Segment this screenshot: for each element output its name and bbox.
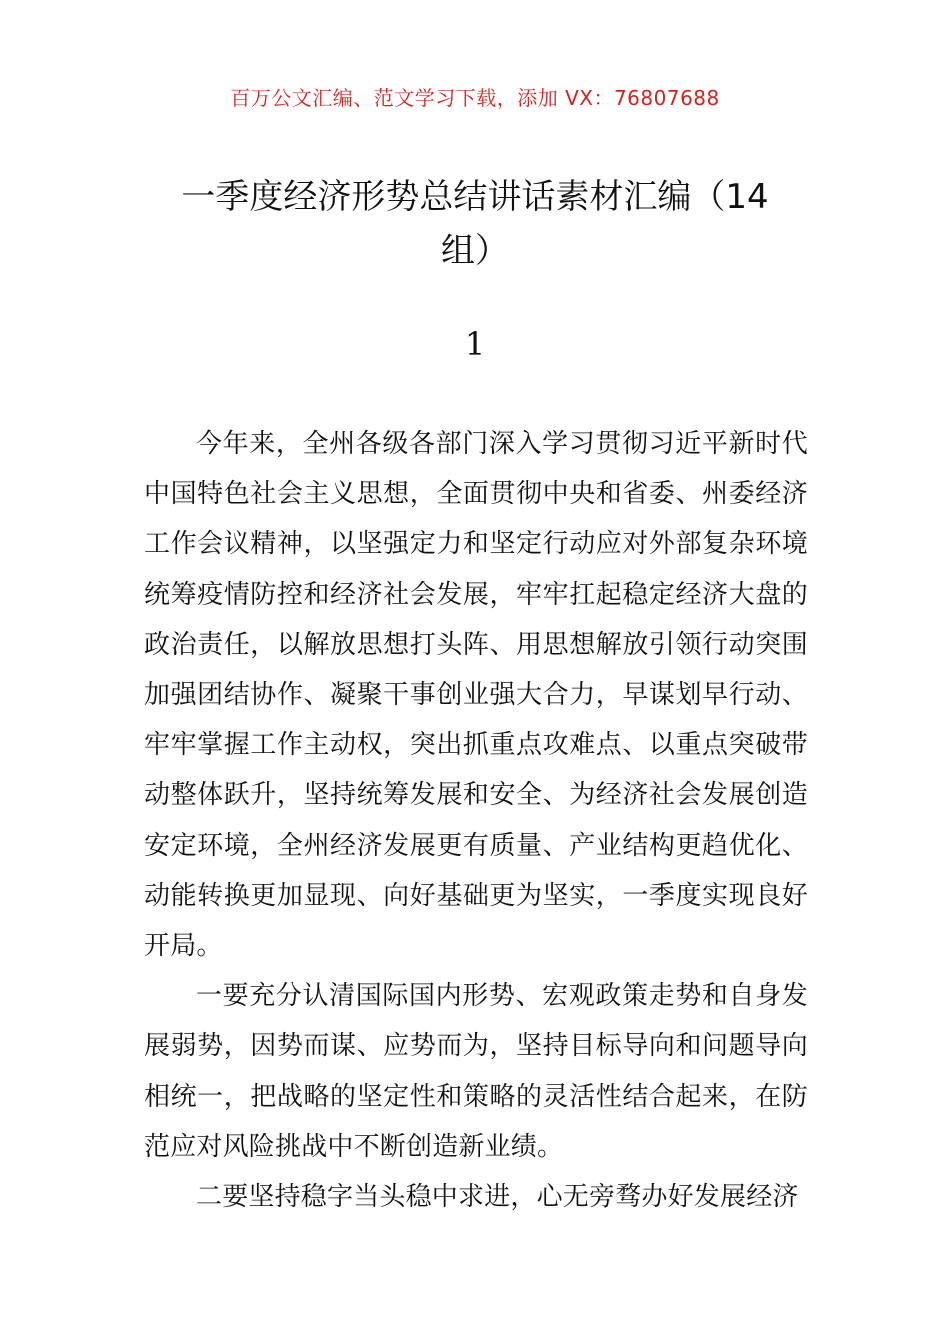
paragraph-2: 一要充分认清国际国内形势、宏观政策走势和自身发展弱势，因势而谋、应势而为，坚持目标导向和问题导向相统一，把战略的坚定性和策略的灵活性结合起来，在防范应对风险挑战中不断创造新业绩。	[144, 981, 808, 1162]
document-title: 一季度经济形势总结讲话素材汇编（14组）	[181, 177, 769, 271]
document-body	[144, 419, 808, 1222]
header-promo-note: 百万公文汇编、范文学习下载，添加 VX：76807688	[230, 86, 720, 110]
paragraph-1: 今年来，全州各级各部门深入学习贯彻习近平新时代中国特色社会主义思想，全面贯彻中央和省委、州委经济工作会议精神，以坚强定力和坚定行动应对外部复杂环境统筹疫情防控和经济社会发展，牢牢扛起稳定经济大盘的政治责任，以解放思想打头阵、用思想解放引领行动突围加强团结协作、凝聚干事创业强大合力，早谋划早行动、牢牢掌握工作主动权，突出抓重点攻难点、以重点突破带动整体跃升，坚持统筹发展和安全、为经济社会发展创造安定环境，全州经济发展更有质量、产业结构更趋优化、动能转换更加显现、向好基础更为坚实，一季度实现良好开局。	[144, 429, 808, 962]
paragraph-3: 二要坚持稳字当头稳中求进，心无旁骛办好发展经济	[196, 1182, 799, 1213]
section-number: 1	[464, 325, 486, 363]
